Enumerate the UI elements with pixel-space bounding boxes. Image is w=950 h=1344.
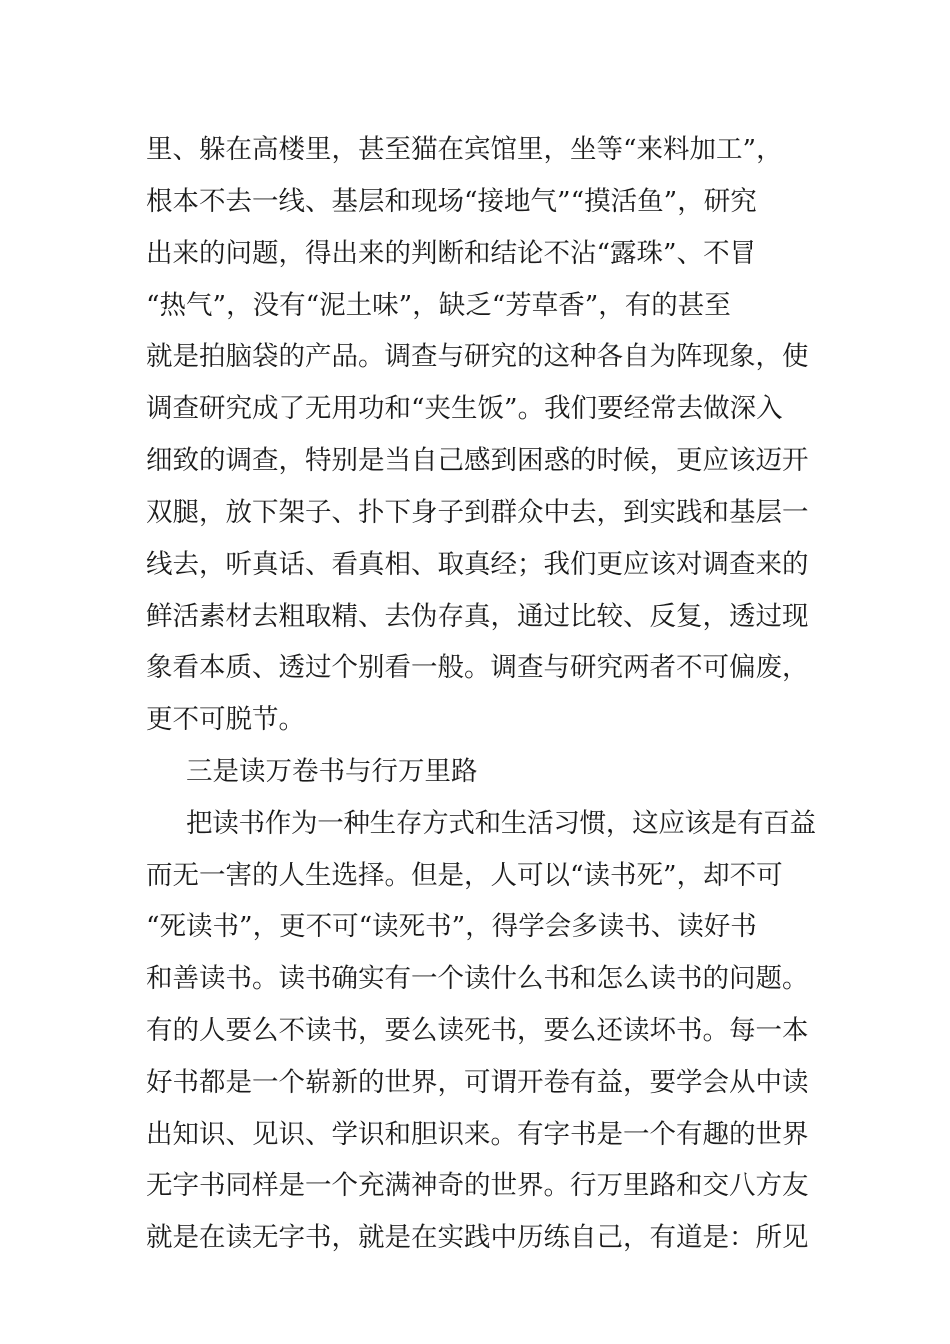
text-line: 而无一害的人生选择。但是，人可以“读书死”，却不可 — [146, 860, 783, 891]
text-line: 和善读书。读书确实有一个读什么书和怎么读书的问题。 — [146, 963, 809, 994]
text-line: 根本不去一线、基层和现场“接地气”“摸活鱼”，研究 — [146, 186, 757, 217]
text-line: 出知识、见识、学识和胆识来。有字书是一个有趣的世界 — [146, 1119, 809, 1150]
text-line: 就是拍脑袋的产品。调查与研究的这种各自为阵现象，使 — [146, 341, 809, 372]
text-line: 鲜活素材去粗取精、去伪存真，通过比较、反复，透过现 — [146, 601, 809, 632]
text-line: “死读书”，更不可“读死书”，得学会多读书、读好书 — [146, 911, 757, 942]
text-line: 好书都是一个崭新的世界，可谓开卷有益，要学会从中读 — [146, 1067, 809, 1098]
text-line: 就是在读无字书，就是在实践中历练自己，有道是：所见 — [146, 1222, 809, 1253]
text-line: 象看本质、透过个别看一般。调查与研究两者不可偏废， — [146, 652, 809, 683]
text-line: 有的人要么不读书，要么读死书，要么还读坏书。每一本 — [146, 1015, 809, 1046]
text-line: “热气”，没有“泥土味”，缺乏“芳草香”，有的甚至 — [146, 290, 731, 321]
text-line: 更不可脱节。 — [146, 704, 305, 735]
paragraph-first-line: 把读书作为一种生存方式和生活习惯，这应该是有百益 — [186, 808, 816, 839]
text-line: 里、躲在高楼里，甚至猫在宾馆里，坐等“来料加工”， — [146, 134, 783, 165]
text-line: 无字书同样是一个充满神奇的世界。行万里路和交八方友 — [146, 1170, 809, 1201]
text-line: 调查研究成了无用功和“夹生饭”。我们要经常去做深入 — [146, 393, 783, 424]
text-line: 线去，听真话、看真相、取真经；我们更应该对调查来的 — [146, 549, 809, 580]
text-line: 出来的问题，得出来的判断和结论不沾“露珠”、不冒 — [146, 238, 757, 269]
section-heading: 三是读万卷书与行万里路 — [186, 756, 478, 787]
text-line: 细致的调查，特别是当自己感到困惑的时候，更应该迈开 — [146, 445, 809, 476]
text-line: 双腿，放下架子、扑下身子到群众中去，到实践和基层一 — [146, 497, 809, 528]
